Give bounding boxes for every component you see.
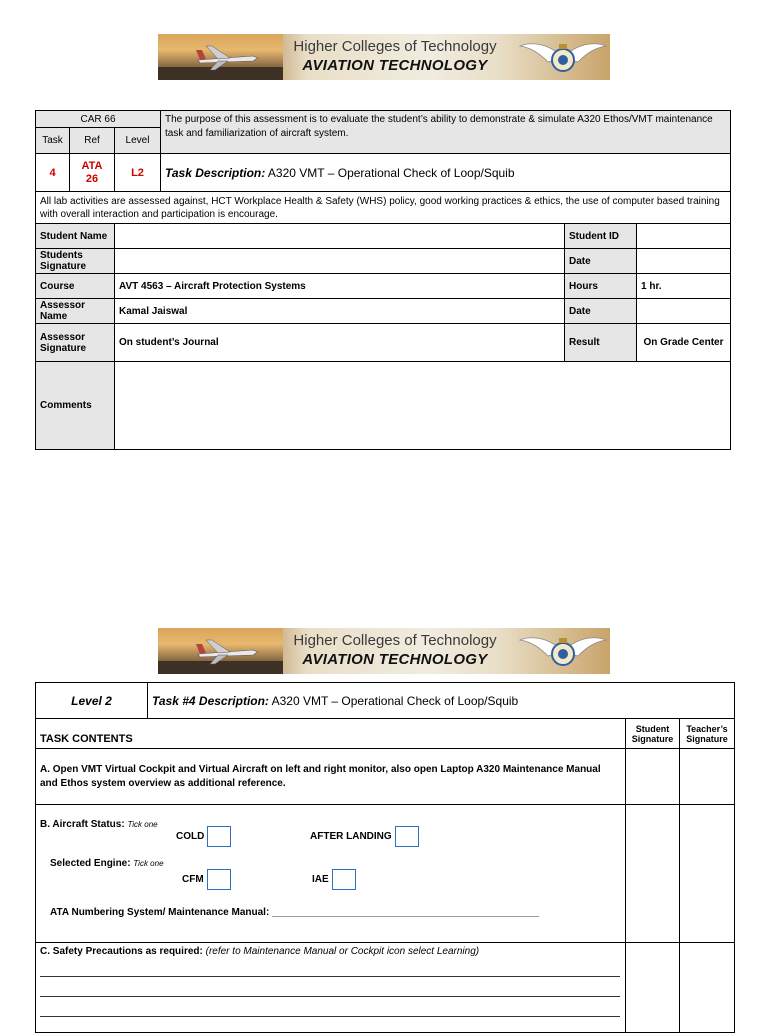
col-level-header: Level [115,128,161,154]
step-c [36,943,626,1033]
result-value: On Grade Center [637,324,731,362]
assessor-name-value: Kamal Jaiswal [115,299,565,324]
iae-checkbox[interactable] [332,869,356,890]
assessor-signature-label: Assessor Signature [36,324,115,362]
after-landing-label: AFTER LANDING [310,831,392,843]
students-signature-label: Students Signature [36,249,115,274]
aircraft-photo-2 [158,628,283,674]
answer-line-2[interactable] [40,996,620,997]
date2-field[interactable] [637,299,731,324]
date-label: Date [565,249,637,274]
aircraft-status-label: B. Aircraft Status: [40,819,125,830]
step-c-student-sign[interactable] [626,943,680,1033]
winged-emblem-icon [518,36,608,78]
date2-label: Date [565,299,637,324]
status-options [40,826,621,850]
aircraft-photo [158,34,283,80]
cold-label: COLD [176,831,205,843]
task-description [161,154,731,192]
selected-engine-label: Selected Engine: [50,858,131,869]
comments-label: Comments [36,362,115,450]
task4-value: A320 VMT – Operational Check of Loop/Squib [271,693,519,708]
banner-line1: Higher Colleges of Technology [293,38,497,55]
level-value: L2 [115,154,161,192]
ref-value [70,154,115,192]
student-signature-header: Student Signature [626,719,680,749]
tick-one-note-2: Tick one [133,859,164,868]
tick-one-note: Tick one [127,820,158,829]
hours-label: Hours [565,274,637,299]
cfm-checkbox[interactable] [207,869,231,890]
ref-chapter: 26 [85,172,99,185]
step-c-label: C. Safety Precautions as required: [40,946,203,957]
level-value: Level 2 [71,693,112,708]
after-landing-option[interactable] [310,826,419,847]
purpose-text: The purpose of this assessment is to evaluate the student’s ability to demonstrate & simulate A320 Ethos/VMT maintenance task and familiarization of aircraft system. [161,111,731,154]
iae-label: IAE [312,874,329,886]
cfm-option[interactable] [182,869,231,890]
after-landing-checkbox[interactable] [395,826,419,847]
step-b-teacher-sign[interactable] [680,805,735,943]
banner-line2: AVIATION TECHNOLOGY [302,57,488,74]
students-signature-field[interactable] [115,249,565,274]
step-c-note: (refer to Maintenance Manual or Cockpit icon select Learning) [205,946,480,957]
student-name-label: Student Name [36,224,115,249]
task4-description [148,683,735,719]
winged-emblem-icon [518,630,608,672]
task-description-label: Task Description: [165,165,266,180]
cfm-label: CFM [182,874,204,886]
student-id-field[interactable] [637,224,731,249]
student-id-label: Student ID [565,224,637,249]
ref-ata: ATA [81,159,103,172]
airplane-icon [158,628,283,674]
engine-options [40,869,621,893]
level-cell [36,683,148,719]
selected-engine-row [50,858,621,869]
date-field[interactable] [637,249,731,274]
step-c-teacher-sign[interactable] [680,943,735,1033]
hours-value: 1 hr. [637,274,731,299]
step-b [36,805,626,943]
assessor-signature-value: On student’s Journal [115,324,565,362]
result-label: Result [565,324,637,362]
col-task-header: Task [36,128,70,154]
banner-line2: AVIATION TECHNOLOGY [302,651,488,668]
task-contents-table [35,682,735,1033]
assessment-header-table [35,110,731,450]
iae-option[interactable] [312,869,356,890]
header-banner-2 [158,628,610,674]
step-a-student-sign[interactable] [626,749,680,805]
cold-checkbox[interactable] [207,826,231,847]
policy-text: All lab activities are assessed against, HCT Workplace Health & Safety (WHS) policy, good working practices & ethics, the use of computer based training with overall interaction and participation is encourage. [36,192,731,224]
answer-line-1[interactable] [40,976,620,977]
airplane-icon [158,34,283,80]
col-ref-header: Ref [70,128,115,154]
banner-title [290,38,500,74]
course-value: AVT 4563 – Aircraft Protection Systems [115,274,565,299]
comments-field[interactable] [115,362,731,450]
teacher-signature-header: Teacher’s Signature [680,719,735,749]
task-contents-header: TASK CONTENTS [36,719,626,749]
ata-numbering-line[interactable]: ATA Numbering System/ Maintenance Manual: ________________________________________________ [50,907,540,918]
step-a-teacher-sign[interactable] [680,749,735,805]
header-banner [158,34,610,80]
cold-option[interactable] [176,826,231,847]
banner-line1: Higher Colleges of Technology [293,632,497,649]
step-b-student-sign[interactable] [626,805,680,943]
task-description-value: A320 VMT – Operational Check of Loop/Squib [267,165,515,180]
task4-label: Task #4 Description: [152,693,269,708]
student-name-field[interactable] [115,224,565,249]
assessor-name-label: Assessor Name [36,299,115,324]
answer-line-3[interactable] [40,1016,620,1017]
course-label: Course [36,274,115,299]
banner-title-2 [290,632,500,668]
step-a: A. Open VMT Virtual Cockpit and Virtual Aircraft on left and right monitor, also open Laptop A320 Maintenance Manual and Ethos system overview as additional reference. [36,749,626,805]
task-number: 4 [36,154,70,192]
car66-label: CAR 66 [36,111,161,128]
